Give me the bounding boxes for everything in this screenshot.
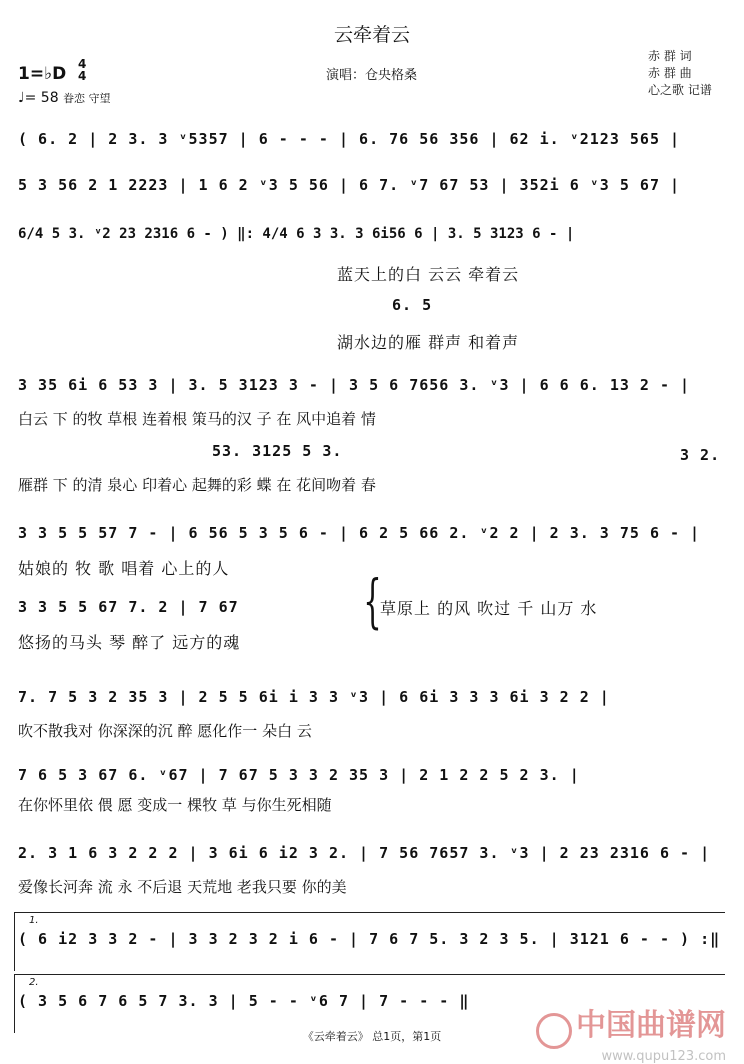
tempo-marking — [18, 90, 111, 106]
lyric-line-6b: 草原上 的风 吹过 千 山万 水 — [380, 599, 598, 618]
meter-bottom: 4 — [78, 69, 87, 83]
brace-symbol: { — [363, 567, 382, 635]
interlude-1: 6. 5 — [392, 296, 433, 314]
lyric-line-4: 雁群 下 的清 泉心 印着心 起舞的彩 蝶 在 花间吻着 春 — [18, 476, 376, 494]
ending-number-1: 1. — [29, 915, 39, 926]
watermark-logo-text: 中国曲谱网 — [576, 1008, 726, 1043]
song-title: 云牵着云 — [333, 24, 410, 46]
composer: 赤 群 曲 — [648, 66, 692, 80]
mood-text: 眷恋 守望 — [63, 92, 111, 105]
lyric-line-2: 湖水边的雁 群声 和着声 — [337, 333, 520, 352]
watermark-url: www.qupu123.com — [601, 1048, 726, 1064]
author-credits — [648, 48, 712, 99]
lyric-line-7: 吹不散我对 你深深的沉 醉 愿化作一 朵白 云 — [18, 722, 312, 740]
meter-top: 4 — [78, 57, 87, 71]
score-row-8: 2. 3 1 6 3 2 2 2 | 3 6i 6 i2 3 2. | 7 56 7657 3. ᵛ3 | 2 23 2316 6 - | — [18, 844, 711, 862]
page-footer: 《云牵着云》 总1页，第1页 — [302, 1030, 442, 1043]
key-signature: 1=♭D — [18, 64, 67, 84]
ending-number-2: 2. — [29, 977, 39, 988]
lyric-line-3: 白云 下 的牧 草根 连着根 策马的汉 子 在 风中追着 情 — [18, 410, 376, 428]
lyric-line-5: 姑娘的 牧 歌 唱着 心上的人 — [18, 559, 230, 578]
score-row-5: 3 3 5 5 57 7 - | 6 56 5 3 5 6 - | 6 2 5 66 2. ᵛ2 2 | 2 3. 3 75 6 - | — [18, 524, 701, 542]
lyric-line-1: 蓝天上的白 云云 牵着云 — [337, 265, 520, 284]
transcriber: 心之歌 记谱 — [648, 83, 712, 97]
tempo-value: ♩= 58 — [18, 90, 59, 106]
interlude-4: 3 3 5 5 67 7. 2 | 7 67 — [18, 598, 239, 616]
singer-credit: 演唱：仓央格桑 — [326, 68, 418, 83]
score-row-2: 5 3 56 2 1 2223 | 1 6 2 ᵛ3 5 56 | 6 7. ᵛ7 67 53 | 352i 6 ᵛ3 5 67 | — [18, 176, 681, 194]
interlude-2: 53. 3125 5 3. — [212, 442, 343, 460]
interlude-3: 3 2. — [680, 446, 721, 464]
score-row-3: 6/4 5 3. ᵛ2 23 2316 6 - ) ‖: 4/4 6 3 3. 3 6i56 6 | 3. 5 3123 6 - | — [18, 226, 575, 242]
lyric-line-8: 在你怀里依 偎 愿 变成一 棵牧 草 与你生死相随 — [18, 796, 332, 814]
score-row-4: 3 35 6i 6 53 3 | 3. 5 3123 3 - | 3 5 6 7656 3. ᵛ3 | 6 6 6. 13 2 - | — [18, 376, 691, 394]
score-row-10: ( 3 5 6 7 6 5 7 3. 3 | 5 - - ᵛ6 7 | 7 - - - ‖ — [18, 992, 470, 1010]
score-row-9: ( 6 i2 3 3 2 - | 3 3 2 3 2 i 6 - | 7 6 7 5. 3 2 3 5. | 3121 6 - - ) :‖ — [18, 930, 721, 948]
score-row-1: ( 6. 2 | 2 3. 3 ᵛ5357 | 6 - - - | 6. 76 56 356 | 62 i. ᵛ2123 565 | — [18, 130, 681, 148]
lyricist: 赤 群 词 — [648, 49, 692, 63]
lyric-line-9: 爱像长河奔 流 永 不后退 天荒地 老我只要 你的美 — [18, 878, 347, 896]
score-row-7: 7 6 5 3 67 6. ᵛ67 | 7 67 5 3 3 2 35 3 | 2 1 2 2 5 2 3. | — [18, 766, 580, 784]
lyric-line-6: 悠扬的马头 琴 醉了 远方的魂 — [18, 633, 241, 652]
score-row-6: 7. 7 5 3 2 35 3 | 2 5 5 6i i 3 3 ᵛ3 | 6 6i 3 3 3 6i 3 2 2 | — [18, 688, 610, 706]
time-signature — [78, 58, 86, 82]
